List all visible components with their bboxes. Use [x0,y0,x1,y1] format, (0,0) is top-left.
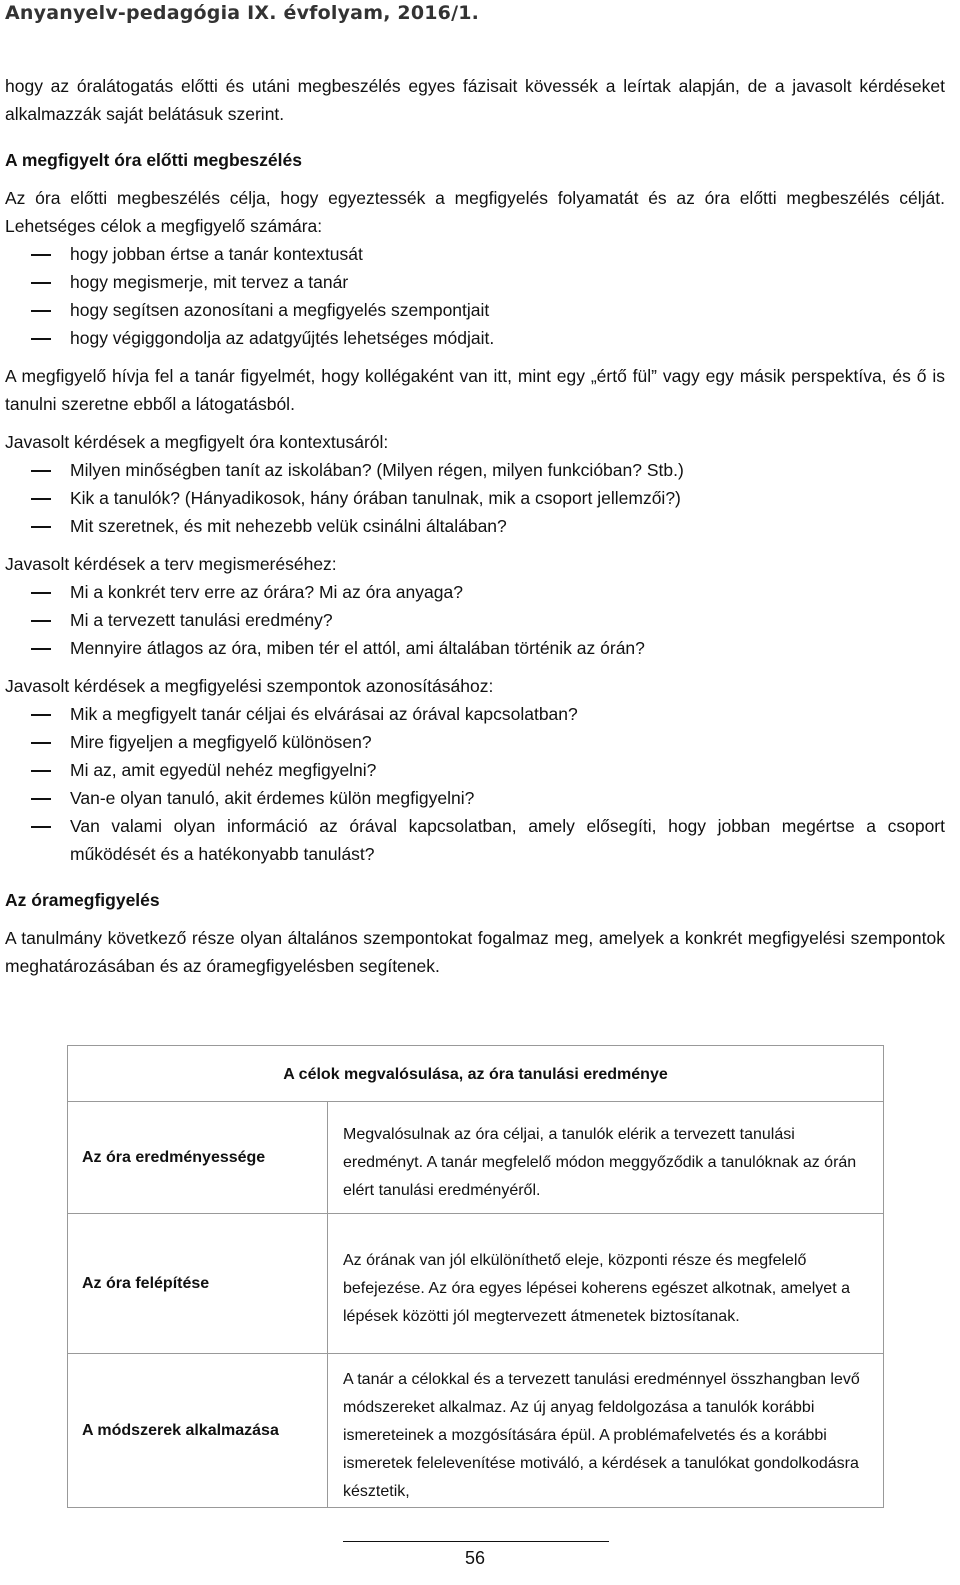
running-header: Anyanyelv-pedagógia IX. évfolyam, 2016/1. [5,2,480,24]
row-label: Az óra eredményessége [68,1102,328,1214]
list-item: Van-e olyan tanuló, akit érdemes külön megfigyelni? [5,784,945,812]
questions-focus-title: Javasolt kérdések a megfigyelési szempontok azonosításához: [5,676,494,696]
list-item: Van valami olyan információ az órával kapcsolatban, amely elősegíti, hogy jobban megértse a csoport működését és a hatékonyabb tanulást? [5,812,945,868]
list-item: Mennyire átlagos az óra, miben tér el attól, ami általában történik az órán? [5,634,945,662]
list-item: Mi a konkrét terv erre az órára? Mi az óra anyaga? [5,578,945,606]
paragraph-colleague: A megfigyelő hívja fel a tanár figyelmét, hogy kollégaként van itt, mint egy „értő fül” vagy egy másik perspektíva, és ő is tanulni szeretne ebből a látogatásból. [5,366,945,414]
list-item: Mire figyeljen a megfigyelő különösen? [5,728,945,756]
paragraph-purpose: Az óra előtti megbeszélés célja, hogy egyeztessék a megfigyelés folyamatát és az óra előtti megbeszélés célját. Lehetséges célok a megfigyelő számára: [5,188,945,236]
row-label: Az óra felépítése [68,1214,328,1354]
questions-context-list [5,456,945,540]
paragraph-observation: A tanulmány következő része olyan általános szempontokat fogalmaz meg, amelyek a konkrét megfigyelési szempontok meghatározásában és az óramegfigyelésben segítenek. [5,928,945,976]
table-row [68,1354,884,1508]
table-row [68,1214,884,1354]
list-item: Kik a tanulók? (Hányadikosok, hány órában tanulnak, mik a csoport jellemzői?) [5,484,945,512]
list-item: Milyen minőségben tanít az iskolában? (Milyen régen, milyen funkcióban? Stb.) [5,456,945,484]
criteria-table [67,1045,884,1508]
table-header-row [68,1046,884,1102]
document-body [5,72,945,980]
list-item: Mi a tervezett tanulási eredmény? [5,606,945,634]
list-item: Mit szeretnek, és mit nehezebb velük csinálni általában? [5,512,945,540]
section-heading-pre-observation: A megfigyelt óra előtti megbeszélés [5,150,302,170]
goals-list [5,240,945,352]
table-row [68,1102,884,1214]
list-item: hogy végiggondolja az adatgyűjtés lehetséges módjait. [5,324,945,352]
list-item: hogy jobban értse a tanár kontextusát [5,240,945,268]
intro-paragraph: hogy az óralátogatás előtti és utáni megbeszélés egyes fázisait kövessék a leírtak alapján, de a javasolt kérdéseket alkalmazzák saját belátásuk szerint. [5,76,945,124]
questions-plan-list [5,578,945,662]
list-item: hogy segítsen azonosítani a megfigyelés szempontjait [5,296,945,324]
table-title: A célok megvalósulása, az óra tanulási eredménye [68,1046,884,1102]
questions-plan-title: Javasolt kérdések a terv megismeréséhez: [5,554,337,574]
row-description: Megvalósulnak az óra céljai, a tanulók elérik a tervezett tanulási eredményt. A tanár megfelelő módon meggyőződik a tanulóknak az órán elért tanulási eredményéről. [328,1102,884,1214]
row-description: A tanár a célokkal és a tervezett tanulási eredménnyel összhangban levő módszereket alkalmaz. Az új anyag feldolgozása a tanulók korábbi ismereteinek a mozgósítására épül. A problémafelvetés és a korábbi ismeretek felelevenítése motiváló, a kérdések a tanulókat gondolkodásra késztetik, [328,1354,884,1508]
list-item: Mik a megfigyelt tanár céljai és elvárásai az órával kapcsolatban? [5,700,945,728]
questions-context-title: Javasolt kérdések a megfigyelt óra kontextusáról: [5,432,389,452]
list-item: Mi az, amit egyedül nehéz megfigyelni? [5,756,945,784]
footer-rule [343,1541,609,1542]
list-item: hogy megismerje, mit tervez a tanár [5,268,945,296]
questions-focus-list [5,700,945,868]
row-description: Az órának van jól elkülöníthető eleje, központi része és megfelelő befejezése. Az óra egyes lépései koherens egészet alkotnak, amelyet a lépések közötti jól megtervezett átmenetek biztosítanak. [328,1214,884,1354]
section-heading-observation: Az óramegfigyelés [5,890,160,910]
row-label: A módszerek alkalmazása [68,1354,328,1508]
page-number: 56 [464,1548,486,1568]
